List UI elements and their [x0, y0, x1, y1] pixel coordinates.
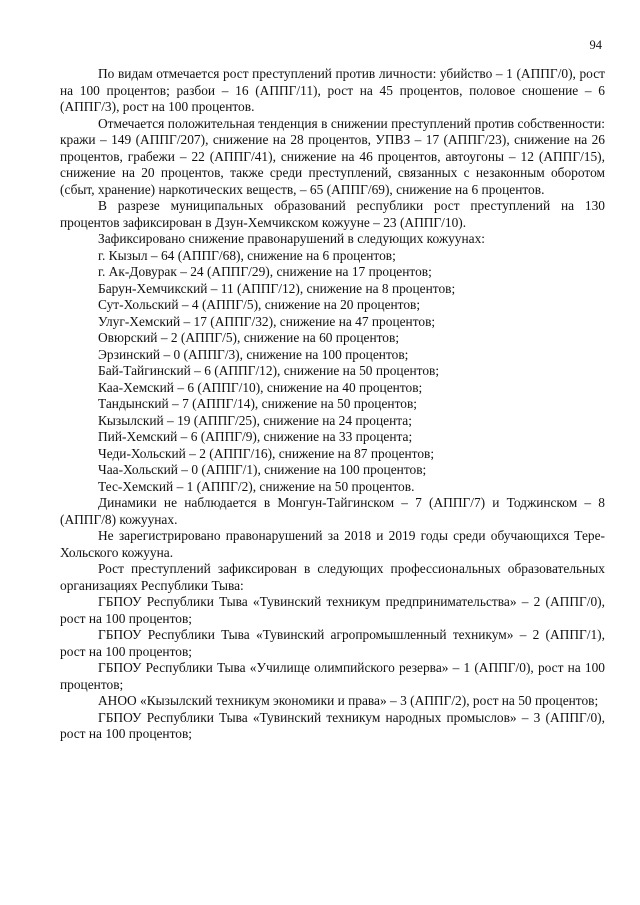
paragraph: ГБПОУ Республики Тыва «Училище олимпийского резерва» – 1 (АППГ/0), рост на 100 процентов; — [60, 660, 605, 692]
paragraph: Отмечается положительная тенденция в снижении преступлений против собственности: кражи – 149 (АППГ/207), снижение на 28 процентов, УПВЗ – 17 (АППГ/23), снижение на 26 процентов, грабежи – 22 (АППГ/41), снижение на 46 процентов, автоугоны – 12 (АППГ/15), снижение на 20 процентов, также среди преступлений, связанных с незаконным оборотом (сбыт, хранение) наркотических веществ, – 65 (АППГ/69), снижение на 6 процентов. — [60, 115, 605, 197]
document-body — [60, 66, 605, 743]
paragraph: Не зарегистрировано правонарушений за 2018 и 2019 годы среди обучающихся Тере-Хольского кожууна. — [60, 528, 605, 560]
page-number: 94 — [589, 38, 602, 52]
paragraph: ГБПОУ Республики Тыва «Тувинский техникум предпринимательства» – 2 (АППГ/0), рост на 100 процентов; — [60, 594, 605, 626]
list-item: Улуг-Хемский – 17 (АППГ/32), снижение на 47 процентов; — [98, 313, 436, 329]
list-item: Бай-Тайгинский – 6 (АППГ/12), снижение на 50 процентов; — [98, 363, 440, 378]
list-item: Барун-Хемчикский – 11 (АППГ/12), снижение на 8 процентов; — [98, 280, 456, 296]
paragraph: ГБПОУ Республики Тыва «Тувинский агропромышленный техникум» – 2 (АППГ/1), рост на 100 процентов; — [60, 627, 605, 659]
list-item: Чаа-Хольский – 0 (АППГ/1), снижение на 100 процентов; — [98, 462, 427, 477]
list-item: Пий-Хемский – 6 (АППГ/9), снижение на 33 процента; — [98, 429, 413, 444]
kozhuun-list — [60, 248, 605, 496]
list-item: г. Ак-Довурак – 24 (АППГ/29), снижение на 17 процентов; — [98, 264, 432, 279]
paragraph: АНОО «Кызылский техникум экономики и права» – 3 (АППГ/2), рост на 50 процентов; — [98, 693, 599, 708]
list-item: Тес-Хемский – 1 (АППГ/2), снижение на 50 процентов. — [98, 478, 415, 494]
list-item: Кызылский – 19 (АППГ/25), снижение на 24 процента; — [98, 412, 412, 428]
paragraph: Зафиксировано снижение правонарушений в следующих кожуунах: — [98, 231, 485, 246]
list-item: Овюрский – 2 (АППГ/5), снижение на 60 процентов; — [98, 330, 400, 345]
paragraph: В разрезе муниципальных образований республики рост преступлений на 130 процентов зафиксирован в Дзун-Хемчикском кожууне – 23 (АППГ/10). — [60, 198, 605, 230]
list-item: г. Кызыл – 64 (АППГ/68), снижение на 6 процентов; — [98, 247, 396, 263]
paragraph: Рост преступлений зафиксирован в следующих профессиональных образовательных организациях Республики Тыва: — [60, 561, 605, 593]
paragraph: ГБПОУ Республики Тыва «Тувинский техникум народных промыслов» – 3 (АППГ/0), рост на 100 процентов; — [60, 709, 605, 741]
list-item: Чеди-Хольский – 2 (АППГ/16), снижение на 87 процентов; — [98, 445, 435, 461]
list-item: Сут-Хольский – 4 (АППГ/5), снижение на 20 процентов; — [98, 297, 421, 312]
list-item: Эрзинский – 0 (АППГ/3), снижение на 100 процентов; — [98, 346, 409, 362]
paragraph: Динамики не наблюдается в Монгун-Тайгинском – 7 (АППГ/7) и Тоджинском – 8 (АППГ/8) кожуунах. — [60, 495, 605, 527]
list-item: Тандынский – 7 (АППГ/14), снижение на 50 процентов; — [98, 396, 417, 411]
paragraph: По видам отмечается рост преступлений против личности: убийство – 1 (АППГ/0), рост на 100 процентов; разбои – 16 (АППГ/11), рост на 45 процентов, половое сношение – 6 (АППГ/3), рост на 100 процентов. — [60, 66, 605, 114]
list-item: Каа-Хемский – 6 (АППГ/10), снижение на 40 процентов; — [98, 379, 423, 395]
